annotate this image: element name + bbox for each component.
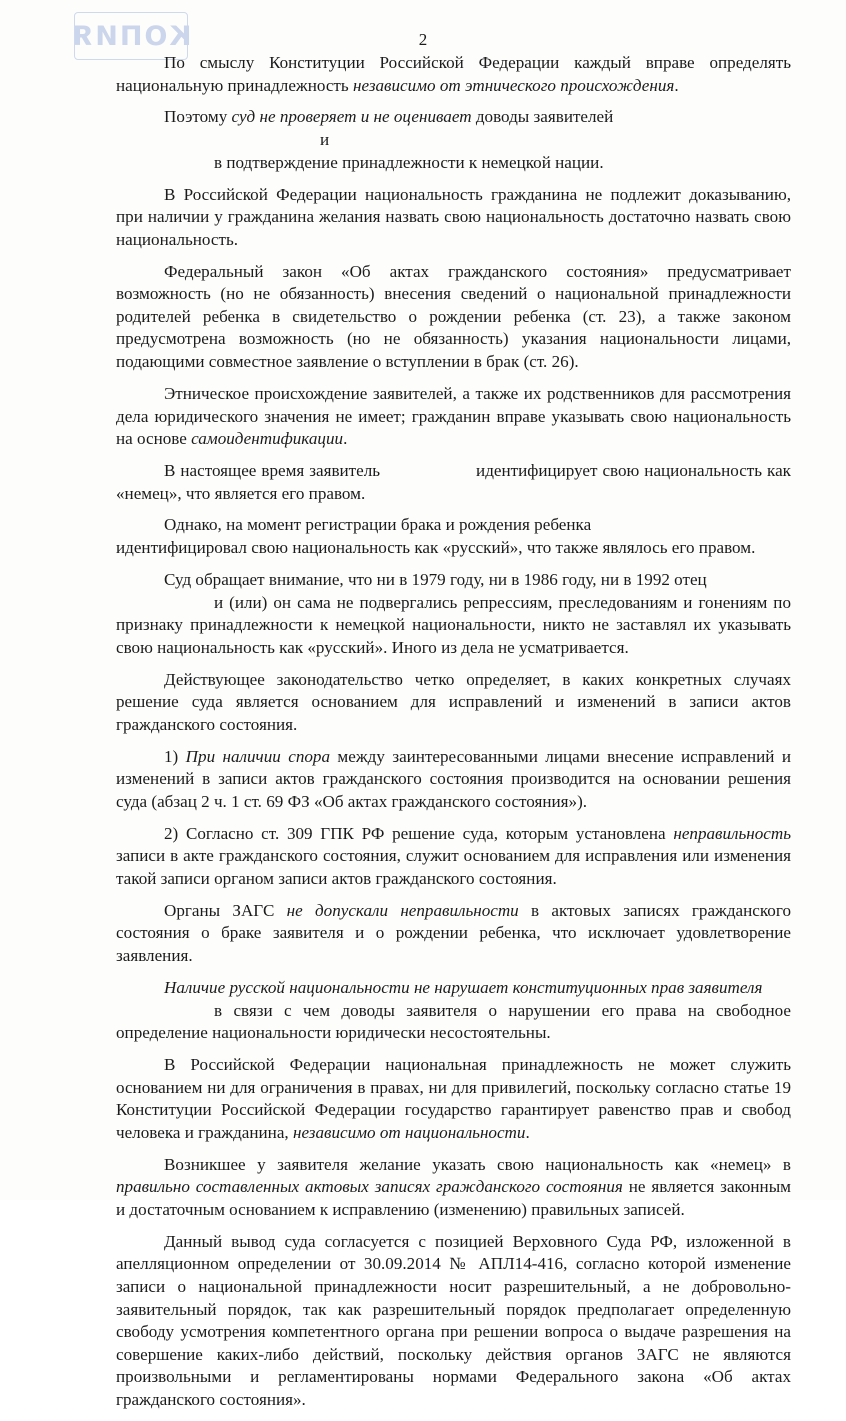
paragraph-16: Данный вывод суда согласуется с позицией Верховного Суда РФ, изложенной в апелляционном определении от 30.09.2014 № АПЛ14-416, согласно которой изменение записи о национальной принадлежности носит разрешительный, а не добровольно-заявительный порядок, так как разрешительный порядок предполагает определенную свободу усмотрения компетентного органа при решении вопроса о выдаче разрешения на совершение каких-либо действий, поскольку действия органов ЗАГС не являются произвольными и регламентированы нормами Федерального закона «Об актах гражданского состояния».	[116, 1231, 791, 1409]
p5-end: .	[343, 429, 348, 449]
paragraph-8	[116, 569, 791, 659]
p7-text: Однако, на момент регистрации брака и рождения ребенка	[164, 515, 592, 535]
p6-text-2: идентифицирует свою национальность как «немец», что является его правом.	[116, 460, 791, 503]
p15-text-2: не является законным и достаточным основанием к исправлению (изменению) правильных записей.	[116, 1177, 791, 1219]
p10-italic: При наличии спора	[185, 746, 331, 766]
p12-italic: не допускали неправильности	[286, 900, 519, 920]
p14-text: В Российской Федерации национальная принадлежность не может служить основанием ни для ограничения в правах, ни для привилегий, поскольку согласно статье 19 Конституции Российской Федерации государство гарантирует равенство прав и свобод человека и гражданина,	[116, 1055, 791, 1142]
paragraph-1	[116, 52, 791, 97]
p1-text: По смыслу Конституции Российской Федерации каждый вправе определять национальную принадлежность	[116, 53, 791, 95]
paragraph-12	[116, 900, 791, 968]
p1-italic: независимо от этнического происхождения	[352, 75, 675, 95]
paragraph-11	[116, 823, 791, 891]
p14-end: .	[525, 1122, 530, 1142]
page-number: 2	[418, 30, 428, 49]
paragraph-6	[116, 460, 791, 505]
document-body	[116, 52, 791, 1421]
paragraph-4: Федеральный закон «Об актах гражданского состояния» предусматривает возможность (но не обязанность) внесения сведений о национальной принадлежности родителей ребенка в свидетельство о рождении ребенка (ст. 23), а также законом предусмотрена возможность (но не обязанность) указания национальности лицами, подающими совместное заявление о вступлении в брак (ст. 26).	[116, 261, 791, 372]
p11-italic: неправильность	[673, 823, 791, 843]
p13-italic: Наличие русской национальности не нарушает конституционных прав заявителя	[164, 977, 763, 997]
paragraph-9: Действующее законодательство четко определяет, в каких конкретных случаях решение суда является основанием для исправлений и изменений в записи актов гражданского состояния.	[116, 669, 791, 734]
p11-text: 2) Согласно ст. 309 ГПК РФ решение суда, которым установлена	[164, 823, 674, 843]
p5-text: Этническое происхождение заявителей, а также их родственников для рассмотрения дела юридического значения не имеет; гражданин вправе указывать свою национальность на основе	[116, 383, 791, 449]
p8-text-2: и (или) он сама не подвергались репрессиям, преследованиям и гонениям по признаку принадлежности к немецкой национальности, никто не заставлял их указывать свою национальность как «русский». Иного из дела не усматривается.	[116, 592, 791, 657]
copy-stamp: КОПИЯ	[74, 12, 188, 60]
p2-text: Поэтому	[164, 107, 232, 127]
paragraph-15	[116, 1154, 791, 1222]
p6-text: В настоящее время заявитель	[164, 460, 381, 480]
p12-text-2: в актовых записях гражданского состояния о браке заявителя и о рождении ребенка, что исключает удовлетворение заявления.	[116, 900, 791, 966]
paragraph-2	[116, 106, 791, 174]
paragraph-5	[116, 383, 791, 451]
p13-text: в связи с чем доводы заявителя о нарушении его права на свободное определение национальности юридически несостоятельны.	[116, 1000, 791, 1043]
paragraph-13	[116, 977, 791, 1045]
p11-text-2: записи в акте гражданского состояния, служит основанием для исправления или изменения такой записи органом записи актов гражданского состояния.	[116, 846, 791, 888]
p15-text: Возникшее у заявителя желание указать свою национальность как «немец» в	[164, 1154, 791, 1174]
p1-end: .	[674, 75, 679, 95]
p2-text-2: доводы заявителей	[471, 107, 614, 127]
p12-text: Органы ЗАГС	[164, 900, 287, 920]
p2-italic: суд не проверяет и не оценивает	[231, 107, 472, 127]
p8-text: Суд обращает внимание, что ни в 1979 году, ни в 1986 году, ни в 1992 отец	[164, 569, 707, 589]
paragraph-14	[116, 1054, 791, 1144]
p5-italic: самоидентификации	[191, 429, 344, 449]
p7-text-2: идентифицировал свою национальность как «русский», что также являлось его правом.	[116, 538, 756, 558]
p10-num: 1)	[164, 746, 186, 766]
p2-and: и	[320, 130, 330, 150]
paragraph-3: В Российской Федерации национальность гражданина не подлежит доказыванию, при наличии у гражданина желания назвать свою национальность достаточно назвать свою национальность.	[116, 184, 791, 249]
paragraph-7	[116, 514, 791, 559]
p15-italic: правильно составленных актовых записях гражданского состояния	[116, 1177, 623, 1197]
p10-text: между заинтересованными лицами внесение исправлений и изменений в записи актов гражданского состояния производится на основании решения суда (абзац 2 ч. 1 ст. 69 ФЗ «Об актах гражданского состояния»).	[116, 746, 792, 811]
p14-italic: независимо от национальности	[292, 1122, 526, 1142]
paragraph-10	[116, 746, 791, 814]
p2-text-3: в подтверждение принадлежности к немецкой нации.	[214, 152, 604, 172]
